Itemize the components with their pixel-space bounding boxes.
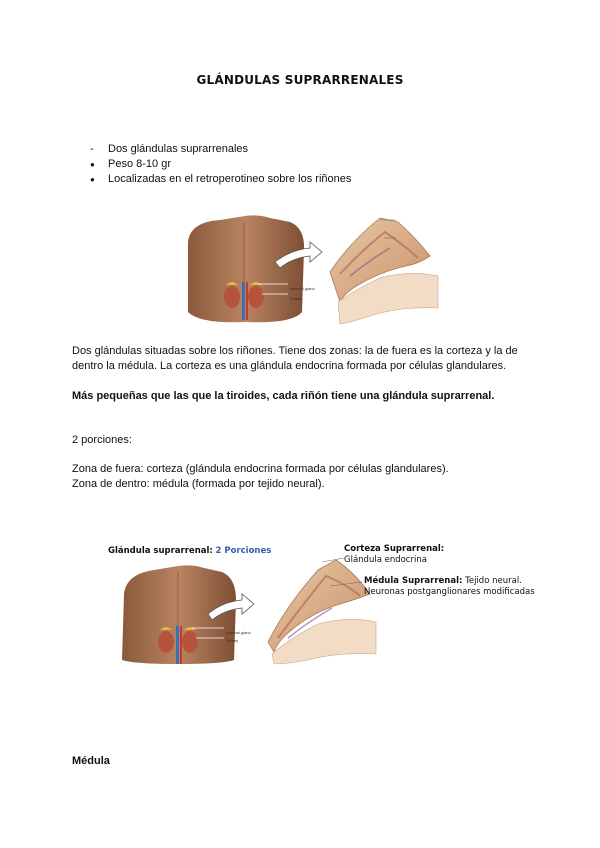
kidney-label: Kidney	[226, 638, 239, 643]
paragraph-bold: Más pequeñas que las que la tiroides, cada riñón tiene una glándula suprarrenal.	[72, 390, 495, 402]
adrenal-figure-2	[108, 542, 538, 664]
zona-dentro: Zona de dentro: médula (formada por tejido neural).	[72, 478, 325, 490]
porciones-heading: 2 porciones:	[72, 434, 132, 446]
list-item	[90, 172, 351, 187]
bullet-marker: -	[90, 143, 94, 155]
corteza-title: Corteza Suprarrenal:	[344, 544, 445, 554]
bullet-text: Peso 8-10 gr	[108, 158, 171, 170]
page-title: GLÁNDULAS SUPRARRENALES	[196, 73, 404, 87]
paragraph-intro: Dos glándulas situadas sobre los riñones. Tiene dos zonas: la de fuera es la corteza y la de dentro la médula. La corteza es una glándula endocrina formada por células glandulares.	[72, 345, 518, 372]
adrenal-gland-label: Adrenal gland	[226, 630, 251, 635]
kidney-label: Kidney	[290, 296, 303, 301]
adrenal-illustration-2	[108, 542, 538, 664]
bullet-marker: ●	[90, 175, 95, 184]
bullet-list	[90, 142, 351, 187]
medula-label	[364, 576, 535, 598]
adrenal-gland-label: Adrenal gland	[290, 286, 315, 291]
medula-desc1: Tejido neural.	[465, 576, 522, 586]
list-item	[90, 142, 351, 157]
section-medula: Médula	[72, 755, 110, 767]
medula-title: Médula Suprarrenal:	[364, 576, 463, 586]
figure2-heading-highlight: 2 Porciones	[215, 546, 272, 556]
bullet-marker: ●	[90, 160, 95, 169]
corteza-label	[344, 544, 444, 566]
bullet-text: Localizadas en el retroperotineo sobre los riñones	[108, 173, 352, 185]
list-item	[90, 157, 351, 172]
corteza-desc: Glándula endocrina	[344, 555, 427, 565]
adrenal-figure-1	[180, 212, 440, 330]
zona-fuera: Zona de fuera: corteza (glándula endocrina formada por células glandulares).	[72, 463, 449, 475]
figure2-heading-prefix: Glándula suprarrenal:	[108, 546, 213, 556]
bullet-text: Dos glándulas suprarrenales	[108, 143, 249, 155]
adrenal-illustration	[180, 212, 440, 330]
medula-desc2: Neuronas postganglionares modificadas	[364, 587, 535, 597]
